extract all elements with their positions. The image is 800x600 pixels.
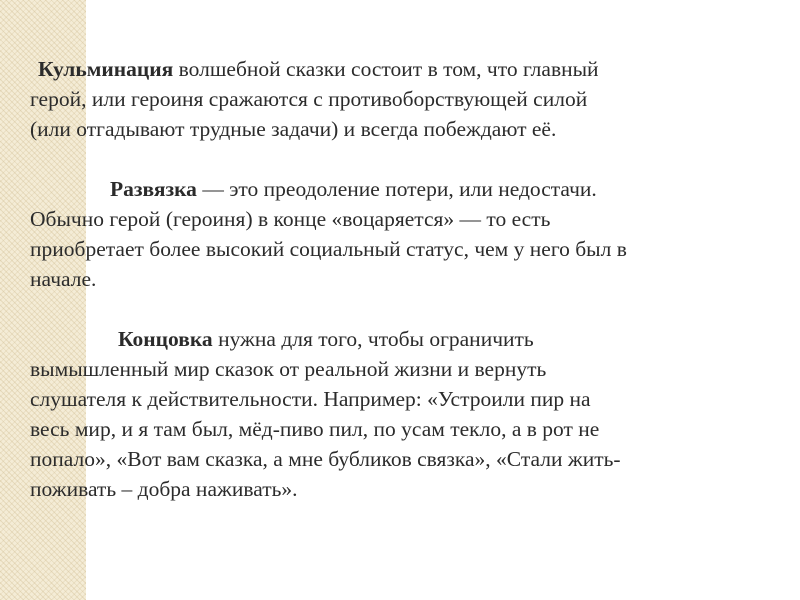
paragraph-ending-first-line: нужна для того, чтобы ограничить	[212, 327, 534, 351]
paragraph-ending	[30, 324, 780, 504]
paragraph-culmination	[30, 54, 780, 144]
paragraph-culmination-first-line: волшебной сказки состоит в том, что главный	[173, 57, 599, 81]
paragraph-denouement	[30, 174, 780, 294]
paragraph-line: приобретает более высокий социальный статус, чем у него был в	[30, 237, 627, 261]
paragraph-line: начале.	[30, 267, 97, 291]
paragraph-denouement-first-line: — это преодоление потери, или недостачи.	[196, 177, 597, 201]
paragraph-line: герой, или героиня сражаются с противоборствующей силой	[30, 87, 588, 111]
slide-text	[30, 54, 780, 504]
term-ending: Концовка	[118, 327, 213, 351]
paragraph-line: попало», «Вот вам сказка, а мне бубликов связка», «Стали жить-	[30, 447, 621, 471]
paragraph-line: слушателя к действительности. Например: «Устроили пир на	[30, 387, 591, 411]
term-culmination: Кульминация	[38, 57, 174, 81]
paragraph-line: Обычно герой (героиня) в конце «воцаряется» — то есть	[30, 207, 551, 231]
paragraph-line: поживать – добра наживать».	[30, 477, 298, 501]
paragraph-line: вымышленный мир сказок от реальной жизни и вернуть	[30, 357, 547, 381]
term-denouement: Развязка	[110, 177, 197, 201]
paragraph-line: (или отгадывают трудные задачи) и всегда побеждают её.	[30, 117, 557, 141]
paragraph-line: весь мир, и я там был, мёд-пиво пил, по усам текло, а в рот не	[30, 417, 600, 441]
